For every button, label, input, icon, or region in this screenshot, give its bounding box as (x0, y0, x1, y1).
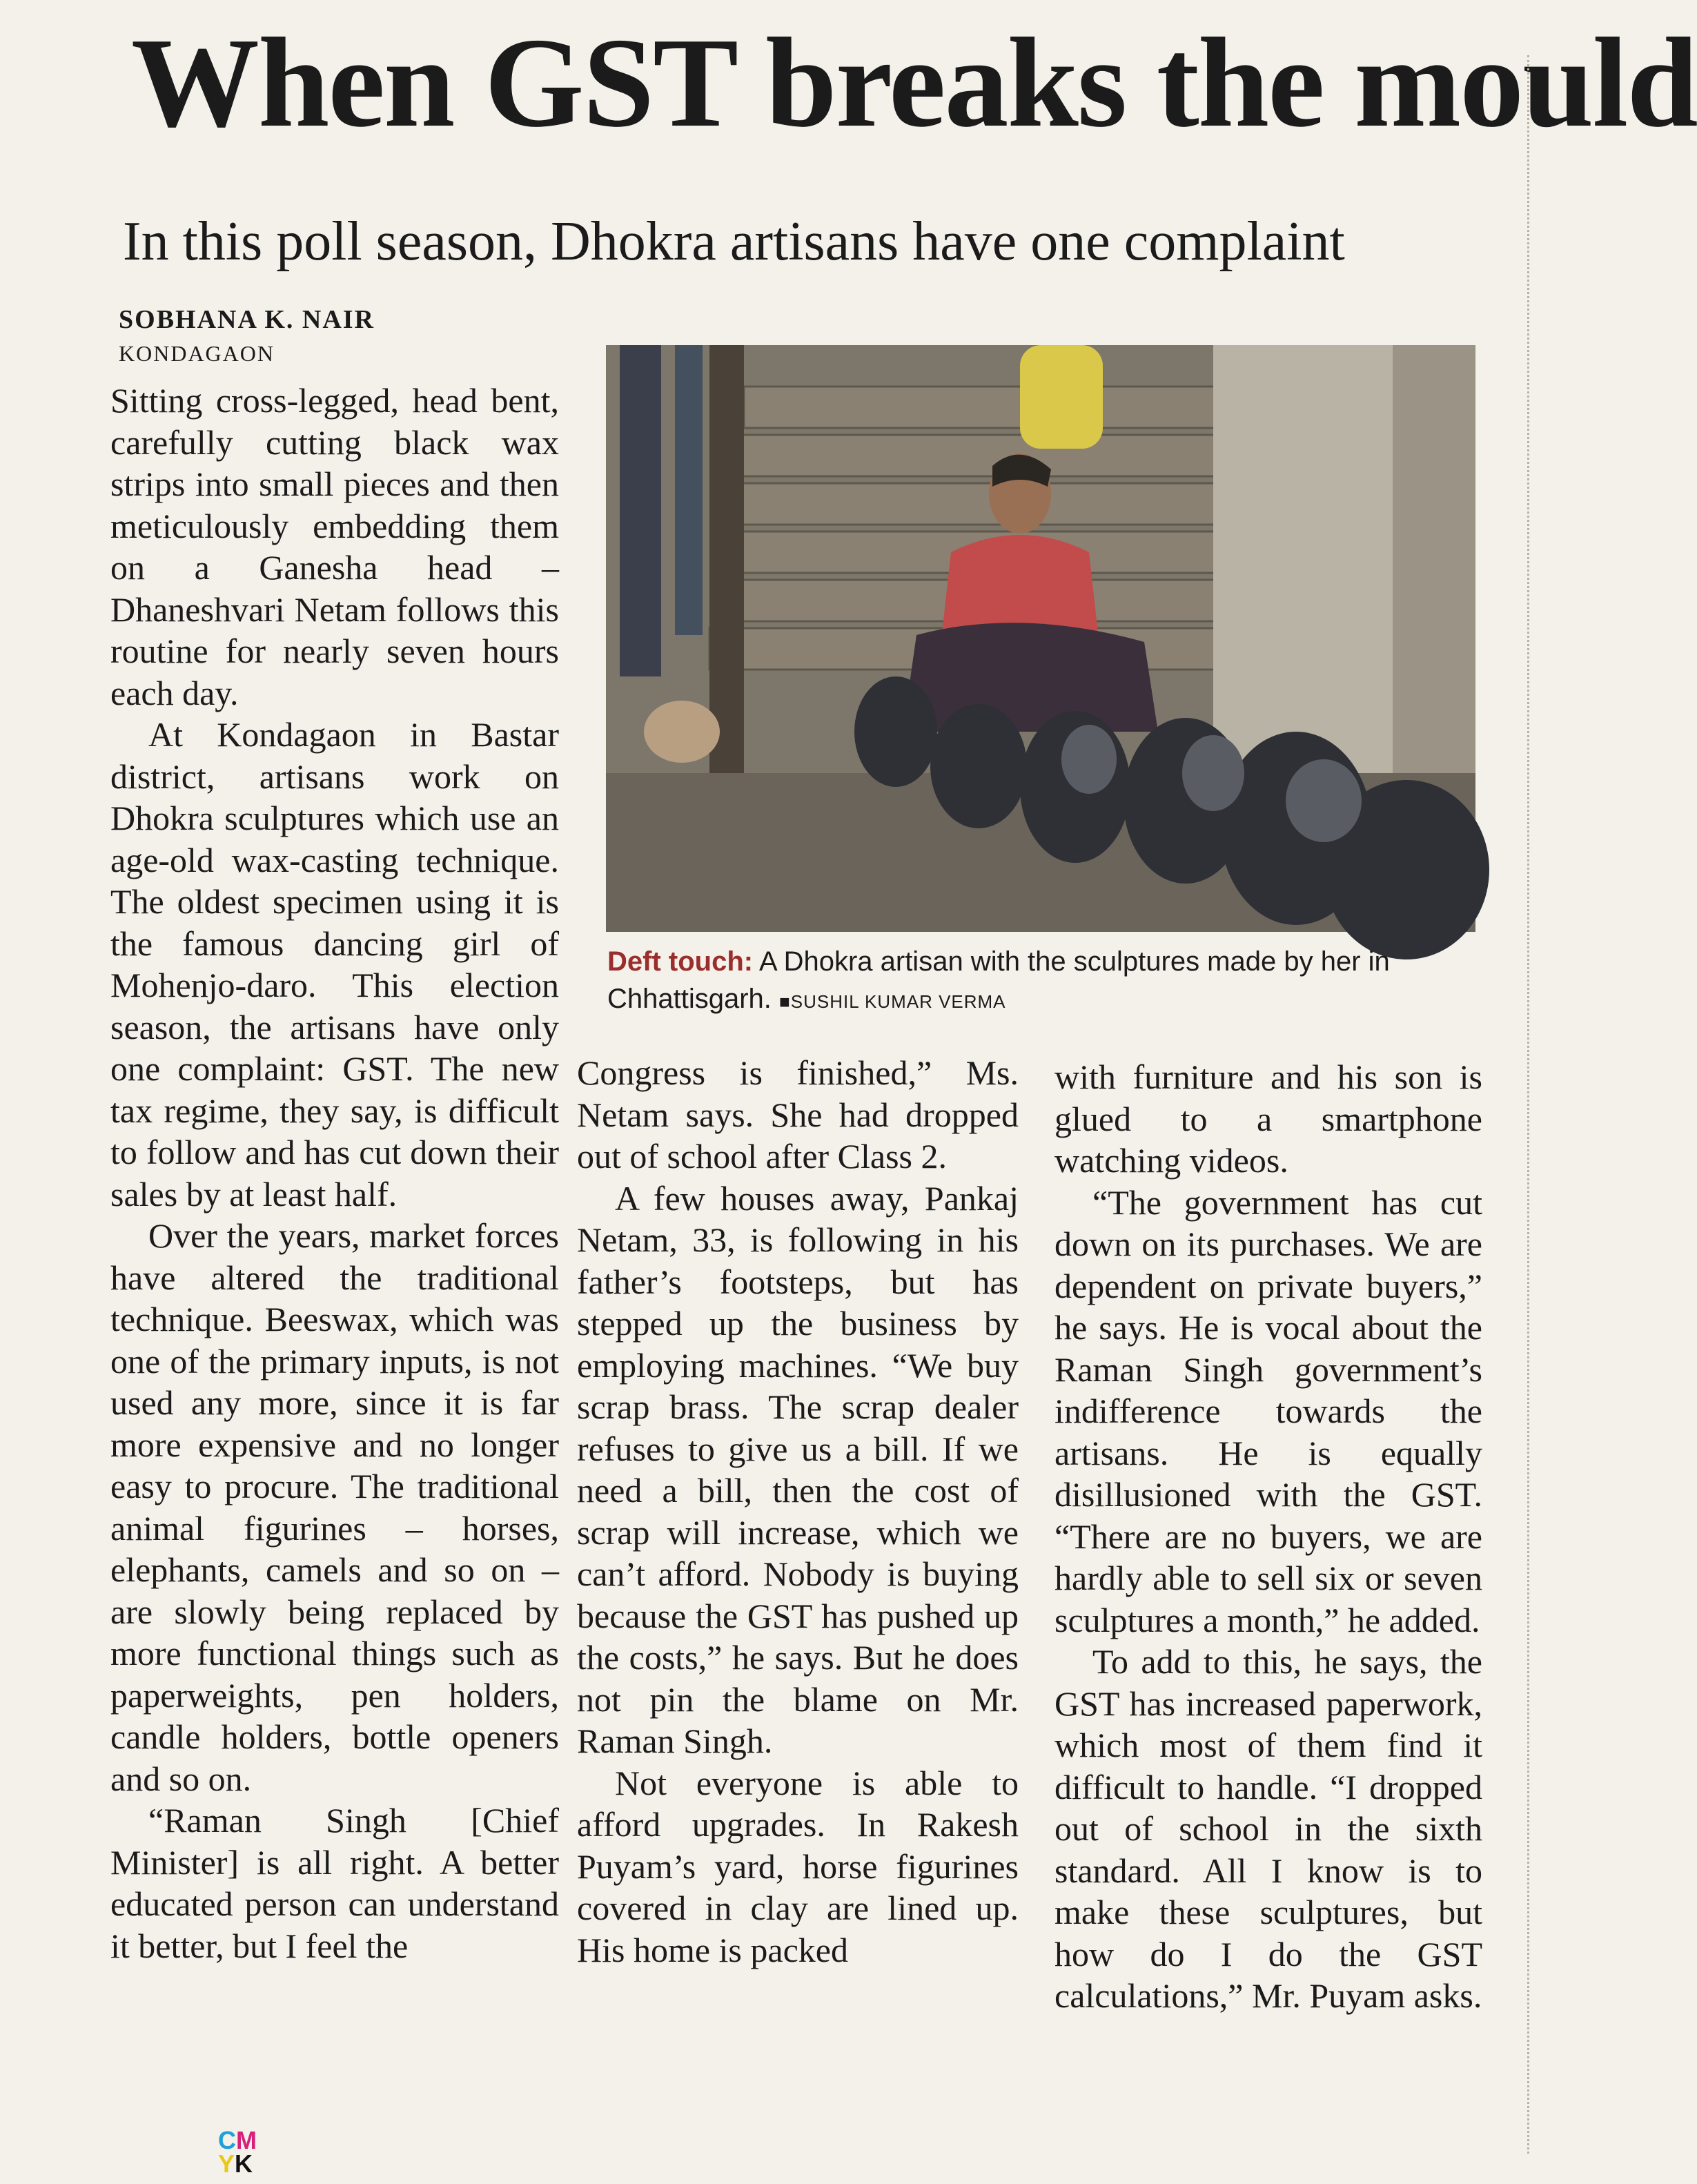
headline: When GST breaks the mould (131, 12, 1697, 154)
photo-credit-marker: ■ (779, 991, 791, 1012)
article-column-1 (110, 380, 559, 1967)
paragraph: Sitting cross-legged, head bent, carefully cutting black wax strips into small pieces and then meticulously embedding them on a Ganesha head – Dhaneshvari Netam follows this routine for nearly seven hours each day. (110, 381, 559, 712)
paragraph: with furniture and his son is glued to a smartphone watching videos. (1055, 1057, 1482, 1180)
page-edge-rule (1527, 55, 1529, 2154)
article-column-3 (1055, 1056, 1482, 2017)
caption-lead: Deft touch: (607, 946, 754, 977)
paragraph: A few houses away, Pankaj Netam, 33, is following in his father’s footsteps, but has stepped up the business by employing machines. “We buy scrap brass. The scrap dealer refuses to give us a bill. If we need a bill, then the cost of scrap will increase, which we can’t afford. Nobody is buying because the GST has pushed up the costs,” he says. But he does not pin the blame on Mr. Raman Singh. (577, 1178, 1019, 1760)
subheadline: In this poll season, Dhokra artisans have one complaint (123, 211, 1345, 272)
dateline: KONDAGAON (119, 341, 275, 366)
paragraph: To add to this, he says, the GST has increased paperwork, which most of them find it difficult to handle. “I dropped out of school in the sixth standard. All I know is to make these sculptures, but how do I do the GST calculations,” Mr. Puyam asks. (1055, 1642, 1482, 2015)
photo-caption (607, 943, 1484, 1020)
paragraph: “The government has cut down on its purchases. We are dependent on private buyers,” he says. He is vocal about the Raman Singh government’s indifference towards the artisans. He is equally disillusioned with the GST. “There are no buyers, we are hardly able to sell six or seven sculptures a month,” he added. (1055, 1182, 1482, 1639)
cmyk-mark-c: C (218, 2126, 236, 2154)
byline: SOBHANA K. NAIR (119, 305, 375, 334)
photo-credit: SUSHIL KUMAR VERMA (790, 991, 1006, 1012)
color-registration-marks (218, 2126, 257, 2178)
caption-text: A Dhokra artisan with the sculptures made by her in Chhattisgarh. (607, 946, 1390, 1014)
paragraph: Not everyone is able to afford upgrades. In Rakesh Puyam’s yard, horse figurines covered in clay are lined up. His home is packed (577, 1763, 1019, 1969)
cmyk-mark-y: Y (218, 2149, 235, 2178)
cmyk-mark-k: K (235, 2149, 253, 2178)
artisan-photo-illustration (606, 345, 1475, 932)
article-column-2 (577, 1052, 1019, 1971)
paragraph: Congress is finished,” Ms. Netam says. She had dropped out of school after Class 2. (577, 1053, 1019, 1176)
cmyk-mark-m: M (236, 2126, 257, 2154)
paragraph: Over the years, market forces have altered the traditional technique. Beeswax, which was one of the primary inputs, is not used any more, since it is far more expensive and no longer easy to procure. The traditional animal figurines – horses, elephants, camels and so on – are slowly being replaced by more functional things such as paperweights, pen holders, candle holders, bottle openers and so on. (110, 1216, 559, 1798)
paragraph: “Raman Singh [Chief Minister] is all right. A better educated person can understand it better, but I feel the (110, 1801, 559, 1965)
artisan-photo (606, 345, 1475, 932)
paragraph: At Kondagaon in Bastar district, artisans work on Dhokra sculptures which use an age-old wax-casting technique. The oldest specimen using it is the famous dancing girl of Mohenjo-daro. This election season, the artisans have only one complaint: GST. The new tax regime, they say, is difficult to follow and has cut down their sales by at least half. (110, 715, 559, 1213)
